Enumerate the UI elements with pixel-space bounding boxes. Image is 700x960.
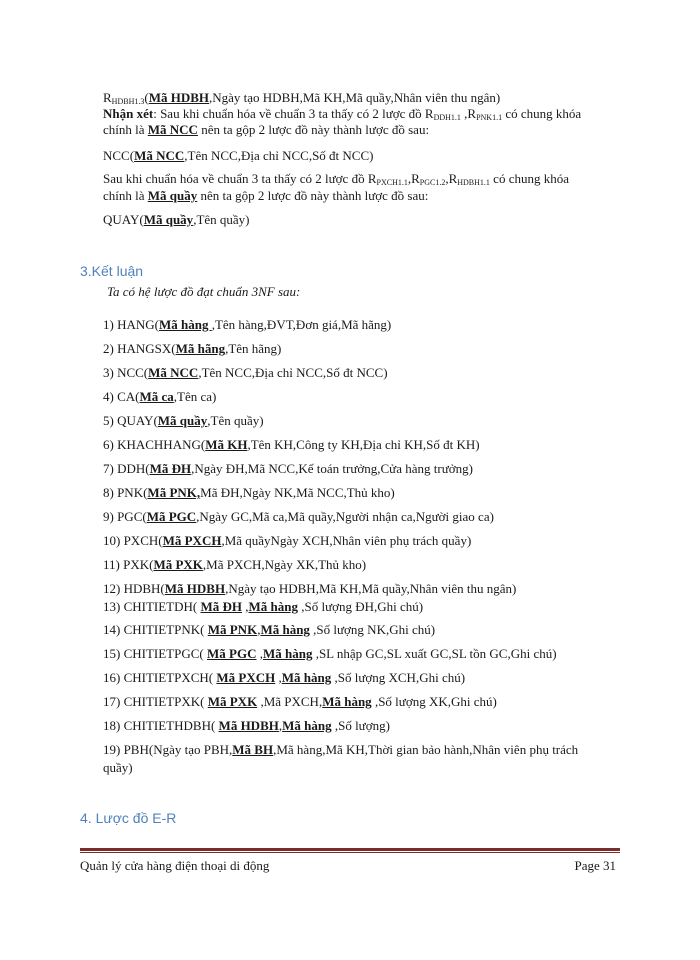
attributes: ,SL nhập GC,SL xuất GC,SL tồn GC,Ghi chú) — [312, 646, 557, 661]
primary-key: Mã PXCH — [162, 533, 222, 548]
list-item — [103, 485, 395, 501]
schema-prefix: 3) NCC( — [103, 365, 149, 380]
paren: ( — [144, 90, 149, 105]
section-3-intro: Ta có hệ lược đồ đạt chuẩn 3NF sau: — [107, 284, 301, 299]
primary-key: Mã NCC — [134, 148, 185, 163]
remark-label: Nhận xét — [103, 106, 154, 121]
schema-quay-merged — [103, 212, 250, 228]
remark-1-line-2 — [103, 122, 429, 138]
primary-key: Mã hàng — [282, 718, 332, 733]
list-item — [103, 533, 471, 549]
list-item — [103, 365, 388, 381]
schema-prefix: 8) PNK( — [103, 485, 148, 500]
primary-key: Mã NCC — [148, 365, 199, 380]
attributes: ,Số lượng NK,Ghi chú) — [309, 622, 436, 637]
attributes: ,Tên NCC,Địa chỉ NCC,Số đt NCC) — [184, 148, 374, 163]
schema-prefix: QUAY( — [103, 212, 144, 227]
primary-key: Mã NCC — [147, 122, 198, 137]
footer-page-number: Page 31 — [574, 858, 616, 873]
remark-text: nên ta gộp 2 lược đồ này thành lược đồ sau: — [197, 188, 429, 203]
attributes: ,Tên KH,Công ty KH,Địa chỉ KH,Số đt KH) — [247, 437, 480, 452]
attributes: ,Số lượng XK,Ghi chú) — [371, 694, 497, 709]
attributes: , — [256, 646, 263, 661]
attributes: , — [257, 622, 261, 637]
primary-key: Mã ĐH — [149, 461, 192, 476]
schema-prefix: 10) PXCH( — [103, 533, 163, 548]
list-item — [103, 599, 423, 615]
primary-key: Mã ca — [139, 389, 174, 404]
list-item — [103, 742, 578, 758]
schema-prefix: 12) HDBH( — [103, 581, 165, 596]
list-item — [103, 437, 480, 453]
attributes: ,Số lượng ĐH,Ghi chú) — [298, 599, 424, 614]
remark-text: có chung khóa — [489, 171, 569, 186]
schema-prefix: 17) CHITIETPXK( — [103, 694, 208, 709]
primary-key: Mã PXK — [207, 694, 258, 709]
footer-rule-thick — [80, 848, 620, 851]
schema-prefix: 18) CHITIETHDBH( — [103, 718, 219, 733]
attributes: Mã ĐH,Ngày NK,Mã NCC,Thủ kho) — [200, 485, 395, 500]
attributes: ,Ngày ĐH,Mã NCC,Kế toán trưởng,Cửa hàng trưởng) — [191, 461, 473, 476]
attributes: , — [242, 599, 249, 614]
primary-key: Mã HDBH — [218, 718, 279, 733]
subscript: PXCH1.1 — [376, 178, 408, 187]
primary-key: Mã PGC — [146, 509, 197, 524]
list-item — [103, 317, 391, 333]
primary-key: Mã hàng — [248, 599, 298, 614]
list-item — [103, 389, 216, 405]
primary-key: Mã ĐH — [200, 599, 243, 614]
section-3-heading: 3.Kết luận — [80, 263, 144, 279]
remark-text: : Sau khi chuẩn hóa về chuẩn 3 ta thấy có 2 lược đồ R — [153, 106, 434, 121]
attributes: ,Ngày GC,Mã ca,Mã quầy,Người nhận ca,Người giao ca) — [196, 509, 494, 524]
primary-key: Mã PGC — [207, 646, 257, 661]
attributes: ,Tên hàng,ĐVT,Đơn giá,Mã hãng) — [211, 317, 392, 332]
attributes: ,Mã hàng,Mã KH,Thời gian bảo hành,Nhân viên phụ trách — [273, 742, 579, 757]
attributes: ,Mã PXCH, — [257, 694, 323, 709]
attributes: ,Số lượng XCH,Ghi chú) — [331, 670, 466, 685]
attributes: ,Tên hãng) — [225, 341, 282, 356]
attributes: , — [278, 718, 283, 733]
list-item — [103, 718, 390, 734]
remark-text: chính là — [103, 188, 148, 203]
attributes: ,Ngày tạo HDBH,Mã KH,Mã quầy,Nhân viên thu ngân) — [225, 581, 517, 596]
primary-key: Mã HDBH — [164, 581, 226, 596]
list-item — [103, 341, 281, 357]
subscript: PNK1.1 — [476, 113, 503, 122]
list-item — [103, 461, 473, 477]
primary-key: Mã quầy — [143, 212, 194, 227]
attributes: , — [275, 670, 282, 685]
footer-rule-thin — [80, 852, 620, 853]
schema-prefix: R — [103, 90, 112, 105]
remark-text: Sau khi chuẩn hóa về chuẩn 3 ta thấy có 2 lược đồ R — [103, 171, 377, 186]
primary-key: Mã hãng — [175, 341, 226, 356]
schema-prefix: 1) HANG( — [103, 317, 159, 332]
schema-ncc-merged — [103, 148, 373, 164]
attributes: ,Tên quầy) — [193, 212, 250, 227]
subscript: PGC1.2 — [419, 178, 446, 187]
schema-prefix: 5) QUAY( — [103, 413, 158, 428]
list-item — [103, 581, 516, 597]
section-4-heading: 4. Lược đồ E-R — [80, 810, 177, 826]
list-item — [103, 670, 465, 686]
subscript: HDBH1.3 — [111, 97, 145, 106]
schema-prefix: 6) KHACHHANG( — [103, 437, 206, 452]
subscript: HDBH1.1 — [457, 178, 490, 187]
attributes: ,Mã PXCH,Ngày XK,Thủ kho) — [202, 557, 367, 572]
schema-prefix: 16) CHITIETPXCH( — [103, 670, 217, 685]
attributes: ,Ngày tạo HDBH,Mã KH,Mã quầy,Nhân viên thu ngân) — [209, 90, 501, 105]
remark-2-line-2 — [103, 188, 428, 204]
remark-text: ,R — [407, 171, 420, 186]
schema-prefix: 15) CHITIETPGC( — [103, 646, 207, 661]
attributes: ,Số lượng) — [331, 718, 390, 733]
schema-prefix: 9) PGC( — [103, 509, 147, 524]
subscript: DDH1.1 — [433, 113, 461, 122]
schema-prefix: NCC( — [103, 148, 135, 163]
primary-key: Mã HDBH — [148, 90, 209, 105]
primary-key: Mã PNK — [207, 622, 258, 637]
schema-prefix: 14) CHITIETPNK( — [103, 622, 208, 637]
primary-key: Mã quầy — [157, 413, 208, 428]
schema-prefix: 19) PBH(Ngày tạo PBH, — [103, 742, 233, 757]
remark-text: nên ta gộp 2 lược đồ này thành lược đồ sau: — [197, 122, 430, 137]
primary-key: Mã quầy — [147, 188, 198, 203]
list-item — [103, 646, 557, 662]
primary-key: Mã PNK, — [147, 485, 201, 500]
list-item — [103, 622, 435, 638]
attributes: ,Mã quầyNgày XCH,Nhân viên phụ trách quầy) — [221, 533, 472, 548]
list-item — [103, 413, 264, 429]
footer-title: Quản lý cửa hàng điện thoại di động — [80, 858, 270, 873]
primary-key: Mã hàng — [262, 646, 313, 661]
primary-key: Mã BH — [232, 742, 274, 757]
primary-key: Mã PXK — [153, 557, 203, 572]
remark-text: có chung khóa — [502, 106, 582, 121]
list-item — [103, 509, 494, 525]
primary-key: Mã hàng — [322, 694, 372, 709]
primary-key: Mã hàng — [260, 622, 310, 637]
attributes: ,Tên quầy) — [207, 413, 264, 428]
primary-key: Mã hàng — [281, 670, 332, 685]
schema-prefix: 2) HANGSX( — [103, 341, 176, 356]
primary-key: Mã KH — [205, 437, 248, 452]
list-item-19-continuation: quầy) — [103, 760, 133, 775]
remark-text: ,R — [445, 171, 458, 186]
attributes: ,Tên NCC,Địa chỉ NCC,Số đt NCC) — [198, 365, 388, 380]
schema-prefix: 13) CHITIETDH( — [103, 599, 201, 614]
schema-prefix: 7) DDH( — [103, 461, 150, 476]
attributes: ,Tên ca) — [173, 389, 217, 404]
primary-key: Mã hàng — [158, 317, 212, 332]
schema-prefix: 11) PXK( — [103, 557, 154, 572]
schema-prefix: 4) CA( — [103, 389, 140, 404]
remark-text: ,R — [460, 106, 477, 121]
list-item — [103, 694, 497, 710]
list-item — [103, 557, 366, 573]
remark-text: chính là — [103, 122, 148, 137]
primary-key: Mã PXCH — [216, 670, 276, 685]
